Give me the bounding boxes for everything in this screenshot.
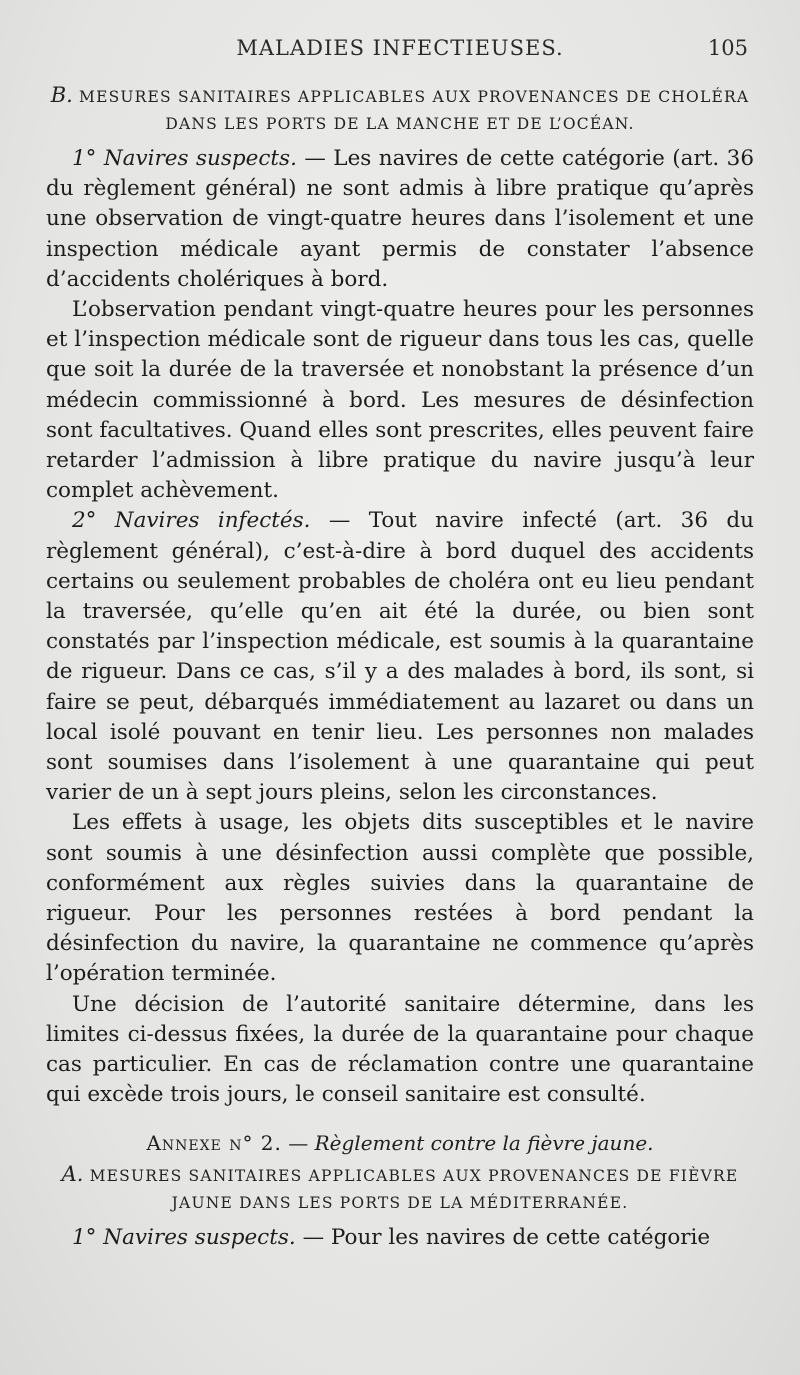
section-letter-a: A. bbox=[61, 1161, 84, 1186]
paragraph bbox=[46, 1223, 754, 1253]
body-text-continued bbox=[46, 1223, 754, 1253]
section-title-a: MESURES SANITAIRES APPLICABLES AUX PROVENANCES DE FIÈVRE JAUNE DANS LES PORTS DE LA MÉDITERRANÉE. bbox=[89, 1166, 739, 1212]
paragraph-text: L’observation pendant vingt-quatre heures pour les personnes et l’inspection médicale sont de rigueur dans tous les cas, quelle que soit la durée de la traversée et nonobstant la présence d’un médecin commissionné à bord. Les mesures de désinfection sont facultatives. Quand elles sont prescrites, elles peuvent faire retarder l’admission à libre pratique du navire jusqu’à leur complet achèvement. bbox=[46, 297, 754, 504]
page-number: 105 bbox=[707, 36, 748, 60]
paragraph bbox=[46, 990, 754, 1111]
paragraph-text: Une décision de l’autorité sanitaire détermine, dans les limites ci-dessus fixées, la durée de la quarantaine pour chaque cas particulier. En cas de réclamation contre une quarantaine qui excède trois jours, le conseil sanitaire est consulté. bbox=[46, 991, 754, 1108]
paragraph-lead: 1° Navires suspects. bbox=[72, 1224, 296, 1250]
running-head: MALADIES INFECTIEUSES. bbox=[236, 36, 564, 60]
section-heading-b bbox=[46, 82, 754, 138]
paragraph bbox=[46, 808, 754, 989]
section-heading-a bbox=[46, 1161, 754, 1217]
page-header bbox=[46, 36, 754, 76]
paragraph-text: — Tout navire infecté (art. 36 du règlement général), c’est-à-dire à bord duquel des accidents certains ou seulement probables de choléra ont eu lieu pendant la traversée, qu’elle qu’en ait été la durée, ou bien sont constatés par l’inspection médicale, est soumis à la quarantaine de rigueur. Dans ce cas, s’il y a des malades à bord, ils sont, si faire se peut, débarqués immédiatement au lazaret ou dans un local isolé pouvant en tenir lieu. Les personnes non malades sont soumises dans l’isolement à une quarantaine qui peut varier de un à sept jours pleins, selon les circonstances. bbox=[46, 508, 754, 806]
body-text bbox=[46, 144, 754, 1111]
paragraph bbox=[46, 295, 754, 506]
annex-separator: — bbox=[281, 1130, 315, 1155]
paragraph-text: — Les navires de cette catégorie (art. 36 du règlement général) ne sont admis à libre pratique qu’après une observation de vingt-quatre heures dans l’isolement et une inspection médicale ayant permis de constater l’absence d’accidents cholériques à bord. bbox=[46, 146, 755, 292]
annex-title: Règlement contre la fièvre jaune. bbox=[314, 1130, 654, 1155]
annex-label: Annexe n° 2. bbox=[146, 1130, 282, 1155]
annex-heading bbox=[46, 1131, 754, 1155]
paragraph-lead: 2° Navires infectés. bbox=[72, 508, 311, 534]
paragraph-text: — Pour les navires de cette catégorie bbox=[295, 1224, 711, 1250]
paragraph bbox=[46, 144, 754, 295]
section-title-b: MESURES SANITAIRES APPLICABLES AUX PROVENANCES DE CHOLÉRA DANS LES PORTS DE LA MANCHE ET DE L’OCÉAN. bbox=[79, 88, 750, 133]
paragraph-lead: 1° Navires suspects. bbox=[72, 146, 297, 171]
section-letter-b: B. bbox=[50, 83, 73, 107]
paragraph-text: Les effets à usage, les objets dits susceptibles et le navire sont soumis à une désinfection aussi complète que possible, conformément aux règles suivies dans la quarantaine de rigueur. Pour les personnes restées à bord pendant la désinfection du navire, la quarantaine ne commence qu’après l’opération terminée. bbox=[46, 810, 754, 987]
paragraph bbox=[46, 506, 754, 808]
